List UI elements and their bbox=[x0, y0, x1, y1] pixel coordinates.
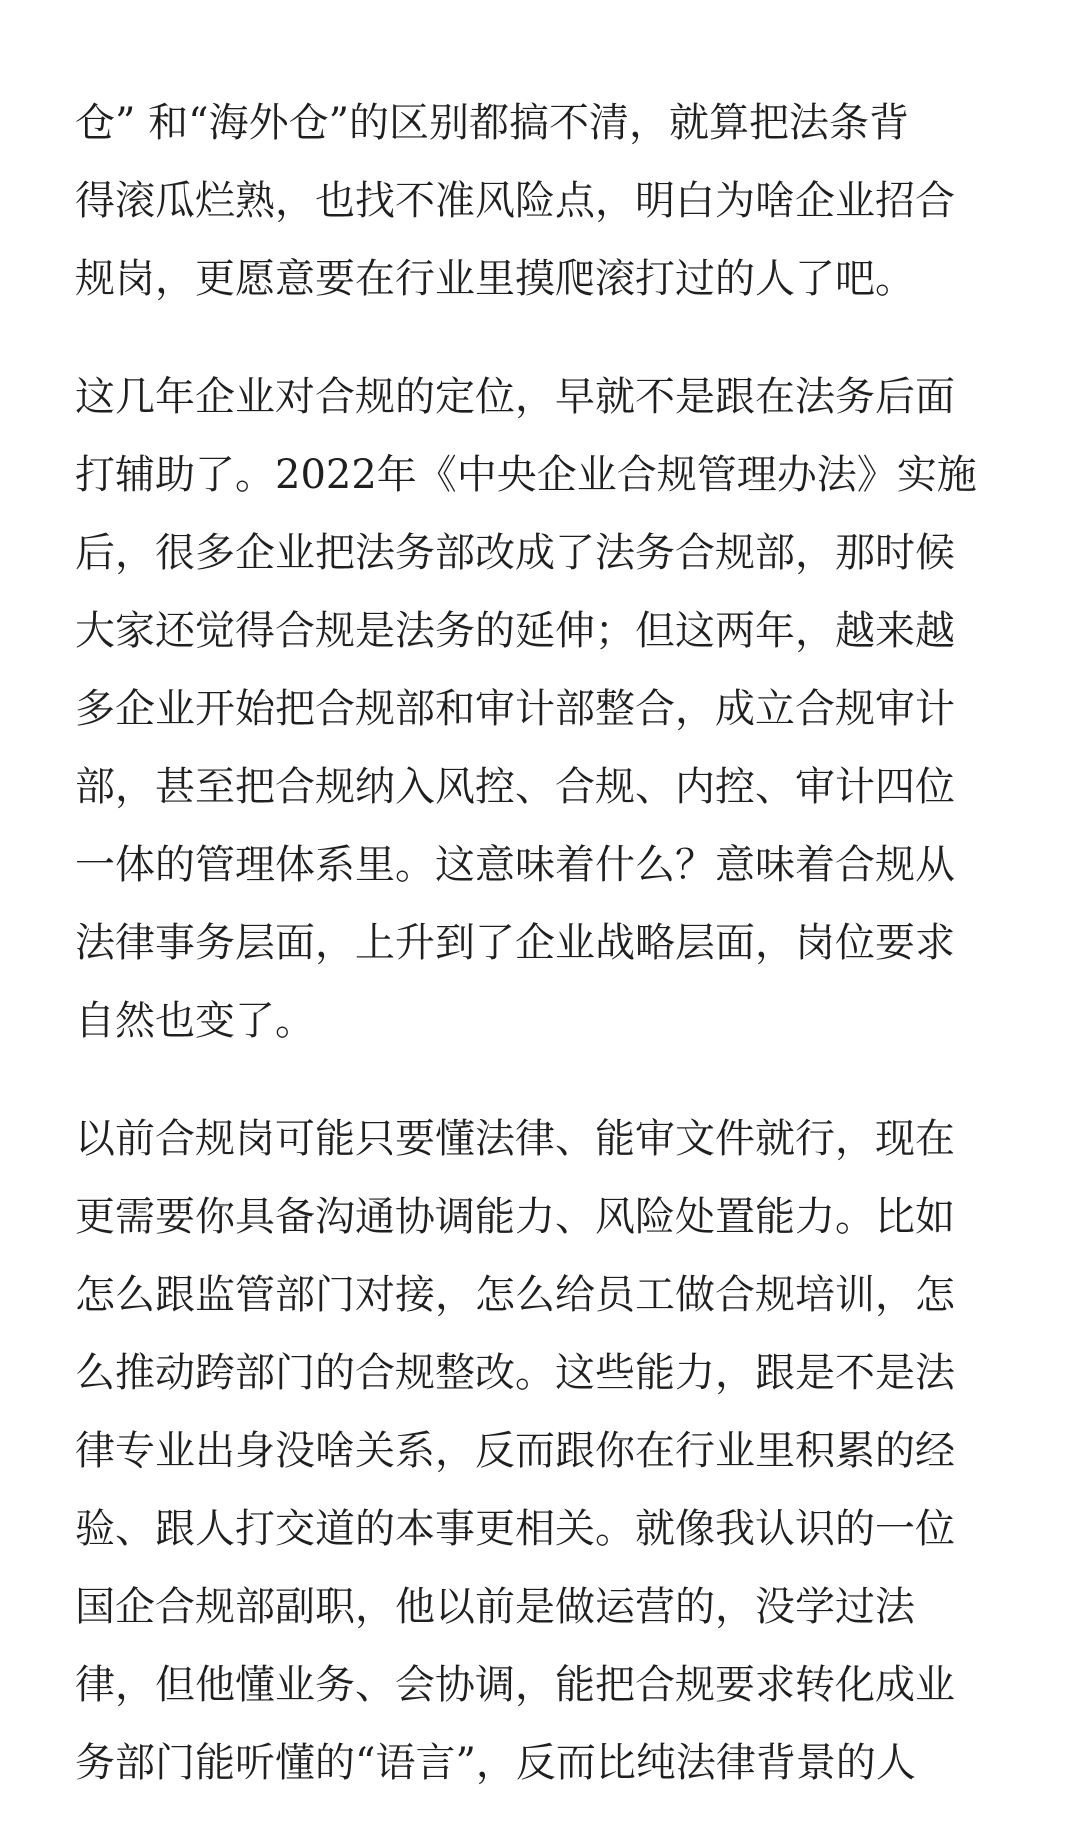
paragraph-2-line-5: 多企业开始把合规部和审计部整合，成立合规审计 bbox=[75, 686, 955, 732]
article-body bbox=[75, 84, 1015, 1842]
paragraph-1 bbox=[75, 84, 1015, 318]
paragraph-2-line-6: 部，甚至把合规纳入风控、合规、内控、审计四位 bbox=[75, 764, 955, 810]
paragraph-3-line-2: 更需要你具备沟通协调能力、风险处置能力。比如 bbox=[75, 1194, 955, 1240]
paragraph-3-line-3: 怎么跟监管部门对接，怎么给员工做合规培训，怎 bbox=[75, 1272, 955, 1318]
paragraph-3-line-8: 律，但他懂业务、会协调，能把合规要求转化成业 bbox=[75, 1662, 955, 1708]
paragraph-3-line-7: 国企合规部副职，他以前是做运营的，没学过法 bbox=[75, 1584, 915, 1630]
paragraph-3 bbox=[75, 1100, 1015, 1802]
paragraph-3-line-1: 以前合规岗可能只要懂法律、能审文件就行，现在 bbox=[75, 1116, 955, 1162]
paragraph-2-line-3: 后，很多企业把法务部改成了法务合规部，那时候 bbox=[75, 530, 955, 576]
paragraph-3-line-9: 务部门能听懂的“语言”，反而比纯法律背景的人 bbox=[75, 1740, 916, 1786]
paragraph-2-line-1: 这几年企业对合规的定位，早就不是跟在法务后面 bbox=[75, 374, 955, 420]
paragraph-3-line-6: 验、跟人打交道的本事更相关。就像我认识的一位 bbox=[75, 1506, 955, 1552]
paragraph-1-line-1: 仓” 和“海外仓”的区别都搞不清，就算把法条背 bbox=[75, 100, 910, 146]
paragraph-3-line-4: 么推动跨部门的合规整改。这些能力，跟是不是法 bbox=[75, 1350, 955, 1396]
paragraph-2-line-4: 大家还觉得合规是法务的延伸；但这两年，越来越 bbox=[75, 608, 955, 654]
paragraph-2-line-8: 法律事务层面，上升到了企业战略层面，岗位要求 bbox=[75, 920, 955, 966]
paragraph-1-line-3: 规岗，更愿意要在行业里摸爬滚打过的人了吧。 bbox=[75, 256, 915, 302]
paragraph-2-line-9: 自然也变了。 bbox=[75, 998, 315, 1044]
paragraph-2-line-7: 一体的管理体系里。这意味着什么？意味着合规从 bbox=[75, 842, 955, 888]
paragraph-3-line-5: 律专业出身没啥关系，反而跟你在行业里积累的经 bbox=[75, 1428, 955, 1474]
paragraph-2 bbox=[75, 358, 1015, 1060]
paragraph-2-line-2: 打辅助了。2022年《中央企业合规管理办法》实施 bbox=[75, 452, 977, 498]
paragraph-1-line-2: 得滚瓜烂熟，也找不准风险点，明白为啥企业招合 bbox=[75, 178, 955, 224]
